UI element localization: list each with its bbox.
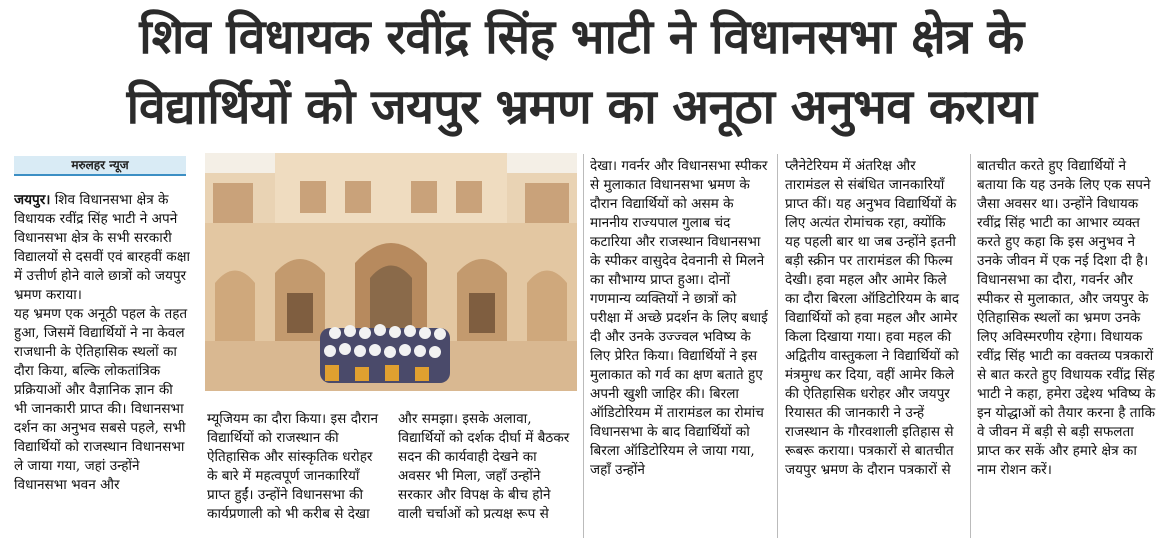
headline-line-2: विद्यार्थियों को जयपुर भ्रमण का अनूठा अनुभव कराया (126, 79, 1037, 135)
article-paragraph (14, 191, 190, 305)
byline: मरुलहर न्यूज (14, 156, 186, 176)
column-divider (583, 154, 584, 538)
article-column-3: और समझा। इसके अलावा, विद्यार्थियों को दर्शक दीर्घा में बैठकर सदन की कार्यवाही देखने का अवसर भी मिला, जहाँ उन्होंने सरकार और विपक्ष के बीच होने वाली चर्चाओं को प्रत्यक्ष रूप से (398, 411, 570, 522)
news-photo-amer-fort-students (205, 153, 577, 391)
article-column-6: बातचीत करते हुए विद्यार्थियों ने बताया कि यह उनके लिए एक सपने जैसा अवसर था। उन्होंने विधायक रवींद्र सिंह भाटी का आभार व्यक्त करते हुए कहा कि इस अनुभव ने उनके जीवन में एक नई दिशा दी है। विधानसभा का दौरा, गवर्नर और स्पीकर से मुलाकात, और जयपुर के ऐतिहासिक स्थलों का भ्रमण उनके लिए अविस्मरणीय रहेगा। विधायक रवींद्र सिंह भाटी का वक्तव्य पत्रकारों से बात करते हुए विधायक रवींद्र सिंह भाटी ने कहा, हमेरा उद्देश्य भविष्य के इन योद्धाओं को तैयार करना है ताकि वे जीवन में बड़ी से बड़ी सफलता प्राप्त कर सकें और हमारे क्षेत्र का नाम रोशन करें। (977, 158, 1156, 478)
dateline: जयपुर। (14, 192, 51, 208)
headline-line-1: शिव विधायक रवींद्र सिंह भाटी ने विधानसभा क्षेत्र के (139, 9, 1024, 65)
article-column-1 (14, 191, 190, 537)
article-column-5: प्लैनेटेरियम में अंतरिक्ष और तारामंडल से संबंधित जानकारियाँ प्राप्त कीं। यह अनुभव विद्यार्थियों के लिए अत्यंत रोमांचक रहा, क्योंकि यह पहली बार था जब उन्होंने इतनी बड़ी स्क्रीन पर तारामंडल की फिल्म देखी। हवा महल और आमेर किले का दौरा बिरला ऑडिटोरियम के बाद विद्यार्थियों को हवा महल और आमेर किला दिखाया गया। हवा महल की अद्वितीय वास्तुकला ने विद्यार्थियों को मंत्रमुग्ध कर दिया, वहीं आमेर किले की ऐतिहासिक धरोहर और जयपुर रियासत की जानकारी ने उन्हें राजस्थान के गौरवशाली इतिहास से रूबरू कराया। पत्रकारों से बातचीत जयपुर भ्रमण के दौरान पत्रकारों से (785, 158, 960, 478)
headline (0, 0, 1163, 145)
column-divider (777, 154, 778, 538)
article-column-2: म्यूजियम का दौरा किया। इस दौरान विद्यार्थियों को राजस्थान की ऐतिहासिक और सांस्कृतिक धरोहर के बारे में महत्वपूर्ण जानकारियाँ प्राप्त हुईं। उन्होंने विधानसभा की कार्यप्रणाली को भी करीब से देखा (207, 411, 379, 522)
article-paragraph: यह भ्रमण एक अनूठी पहल के तहत हुआ, जिसमें विद्यार्थियों ने ना केवल राजधानी के ऐतिहासिक स्थलों का दौरा किया, बल्कि लोकतांत्रिक प्रक्रियाओं और वैज्ञानिक ज्ञान की भी जानकारी प्राप्त की। विधानसभा दर्शन का अनुभव सबसे पहले, सभी विद्यार्थियों को राजस्थान विधानसभा ले जाया गया, जहां उन्होंने विधानसभा भवन और (14, 306, 188, 493)
article-text: शिव विधानसभा क्षेत्र के विधायक रवींद्र सिंह भाटी ने अपने विधानसभा क्षेत्र के सभी सरकारी विद्यालयों से दसवीं एवं बारहवीं कक्षा में उत्तीर्ण होने वाले छात्रों को जयपुर भ्रमण कराया। (14, 192, 190, 303)
column-divider (970, 154, 971, 538)
article-column-4: देखा। गवर्नर और विधानसभा स्पीकर से मुलाकात विधानसभा भ्रमण के दौरान विद्यार्थियों को असम के माननीय राज्यपाल गुलाब चंद कटारिया और राजस्थान विधानसभा के स्पीकर वासुदेव देवनानी से मिलने का सौभाग्य प्राप्त हुआ। दोनों गणमान्य व्यक्तियों ने छात्रों को परीक्षा में अच्छे प्रदर्शन के लिए बधाई दी और उनके उज्ज्वल भविष्य के लिए प्रेरित किया। विद्यार्थियों ने इस मुलाकात को गर्व का क्षण बताते हुए अपनी खुशी जाहिर की। बिरला ऑडिटोरियम में तारामंडल का रोमांच विधानसभा के बाद विद्यार्थियों को बिरला ऑडिटोरियम ले जाया गया, जहाँ उन्होंने (590, 158, 768, 478)
